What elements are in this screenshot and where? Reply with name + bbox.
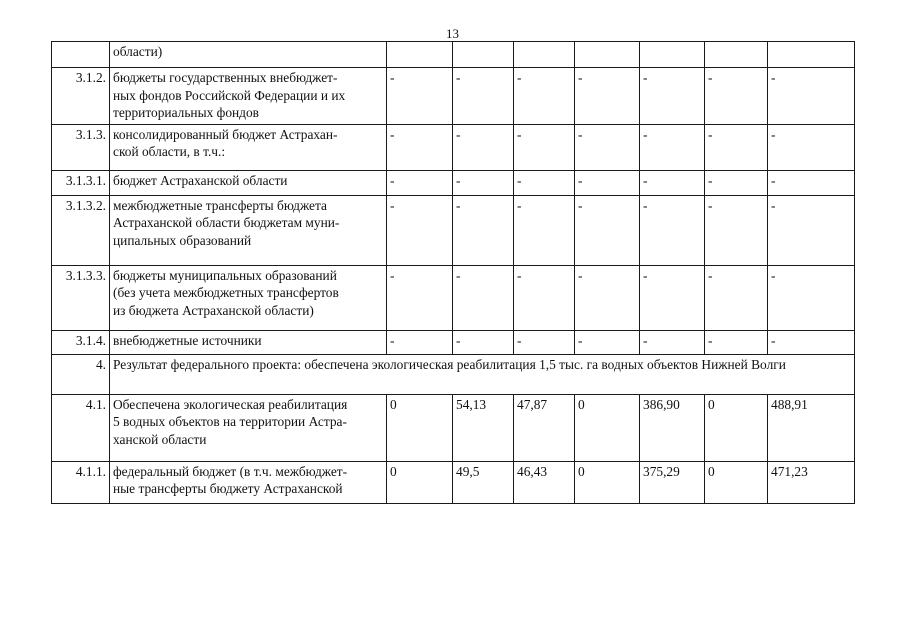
value-cell: -: [514, 170, 575, 195]
row-description: бюджеты государственных внебюджет- ных фондов Российской Федерации и их территориальных фондов: [110, 68, 387, 125]
row-number: 3.1.3.2.: [52, 195, 110, 265]
value-cell: -: [768, 195, 855, 265]
value-cell: -: [768, 265, 855, 330]
value-cell: -: [514, 330, 575, 354]
value-cell: -: [453, 68, 514, 125]
value-cell: [514, 42, 575, 68]
value-cell: -: [640, 124, 705, 170]
value-cell: -: [640, 68, 705, 125]
row-number: 3.1.3.1.: [52, 170, 110, 195]
table-row: [52, 394, 855, 461]
row-description: консолидированный бюджет Астрахан- ской области, в т.ч.:: [110, 124, 387, 170]
row-number: 3.1.3.: [52, 124, 110, 170]
table-row: [52, 354, 855, 394]
budget-table: [51, 41, 855, 504]
value-cell: -: [387, 330, 453, 354]
row-number: 4.1.: [52, 394, 110, 461]
table-row: [52, 195, 855, 265]
value-cell: -: [453, 330, 514, 354]
row-number: 4.1.1.: [52, 461, 110, 503]
value-cell: -: [705, 170, 768, 195]
value-cell: 488,91: [768, 394, 855, 461]
page-number: 13: [446, 26, 459, 41]
value-cell: 0: [575, 461, 640, 503]
value-cell: -: [640, 330, 705, 354]
section-title: Результат федерального проекта: обеспечена экологическая реабилитация 1,5 тыс. га водных объектов Нижней Волги: [110, 354, 855, 394]
value-cell: -: [453, 124, 514, 170]
row-description: бюджет Астраханской области: [110, 170, 387, 195]
value-cell: 46,43: [514, 461, 575, 503]
value-cell: 49,5: [453, 461, 514, 503]
value-cell: -: [705, 265, 768, 330]
table-body: [52, 42, 855, 504]
value-cell: [640, 42, 705, 68]
row-description: внебюджетные источники: [110, 330, 387, 354]
value-cell: -: [453, 170, 514, 195]
value-cell: -: [768, 68, 855, 125]
value-cell: -: [387, 195, 453, 265]
value-cell: -: [705, 195, 768, 265]
value-cell: [768, 42, 855, 68]
value-cell: 0: [705, 461, 768, 503]
value-cell: -: [705, 68, 768, 125]
value-cell: -: [387, 265, 453, 330]
value-cell: 386,90: [640, 394, 705, 461]
value-cell: -: [514, 265, 575, 330]
value-cell: -: [640, 265, 705, 330]
value-cell: [453, 42, 514, 68]
value-cell: -: [453, 195, 514, 265]
row-number: 4.: [52, 354, 110, 394]
value-cell: -: [453, 265, 514, 330]
value-cell: [575, 42, 640, 68]
table-row: [52, 330, 855, 354]
value-cell: [387, 42, 453, 68]
row-description: федеральный бюджет (в т.ч. межбюджет- ные трансферты бюджету Астраханской: [110, 461, 387, 503]
table-row: [52, 265, 855, 330]
value-cell: -: [705, 124, 768, 170]
value-cell: 54,13: [453, 394, 514, 461]
value-cell: -: [768, 124, 855, 170]
row-number: 3.1.2.: [52, 68, 110, 125]
value-cell: -: [387, 68, 453, 125]
value-cell: -: [575, 265, 640, 330]
row-description: области): [110, 42, 387, 68]
value-cell: [705, 42, 768, 68]
value-cell: -: [575, 170, 640, 195]
table-row: [52, 68, 855, 125]
table-row: [52, 170, 855, 195]
value-cell: 0: [705, 394, 768, 461]
row-description: бюджеты муниципальных образований (без учета межбюджетных трансфертов из бюджета Астраханской области): [110, 265, 387, 330]
row-description: Обеспечена экологическая реабилитация 5 водных объектов на территории Астра- ханской области: [110, 394, 387, 461]
value-cell: -: [575, 68, 640, 125]
row-description: межбюджетные трансферты бюджета Астраханской области бюджетам муни- ципальных образований: [110, 195, 387, 265]
value-cell: -: [640, 195, 705, 265]
value-cell: -: [705, 330, 768, 354]
value-cell: -: [387, 170, 453, 195]
value-cell: -: [514, 124, 575, 170]
value-cell: -: [575, 195, 640, 265]
value-cell: -: [575, 124, 640, 170]
value-cell: -: [575, 330, 640, 354]
value-cell: -: [387, 124, 453, 170]
value-cell: -: [640, 170, 705, 195]
value-cell: -: [768, 330, 855, 354]
value-cell: 0: [387, 461, 453, 503]
value-cell: 471,23: [768, 461, 855, 503]
table-row: [52, 461, 855, 503]
value-cell: -: [768, 170, 855, 195]
value-cell: 0: [387, 394, 453, 461]
value-cell: -: [514, 195, 575, 265]
row-number: 3.1.3.3.: [52, 265, 110, 330]
value-cell: 0: [575, 394, 640, 461]
table-row: [52, 42, 855, 68]
value-cell: 47,87: [514, 394, 575, 461]
row-number: [52, 42, 110, 68]
table-row: [52, 124, 855, 170]
row-number: 3.1.4.: [52, 330, 110, 354]
value-cell: -: [514, 68, 575, 125]
value-cell: 375,29: [640, 461, 705, 503]
